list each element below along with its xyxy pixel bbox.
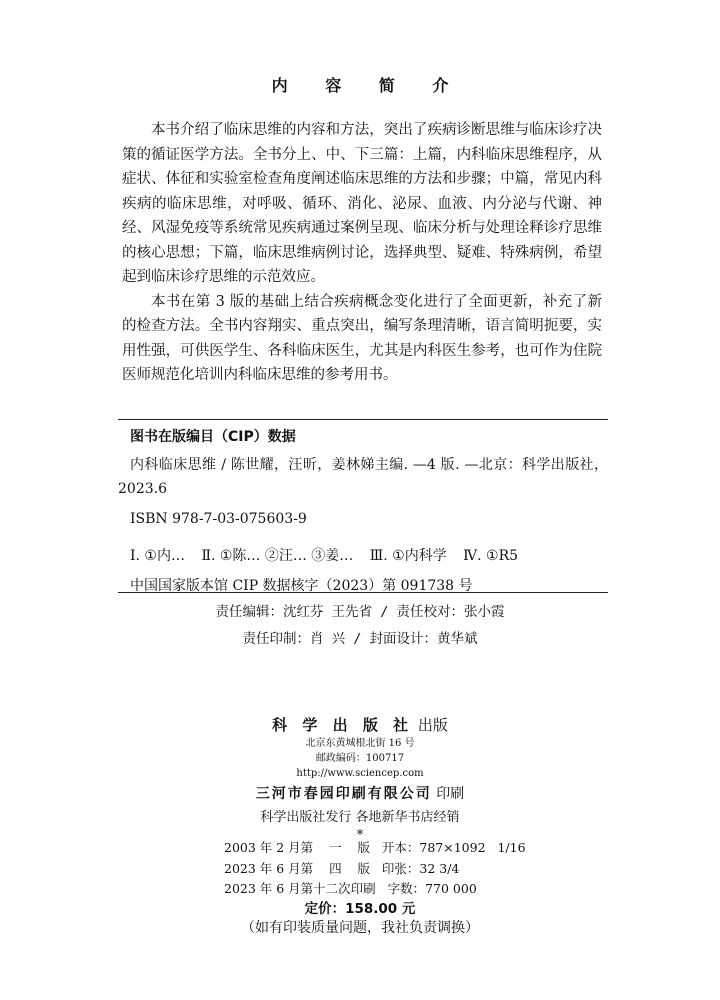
distribution-line: 科学出版社发行 各地新华书店经销 (260, 810, 460, 825)
intro-paragraph-2: 本书在第 3 版的基础上结合疾病概念变化进行了全面更新，补充了新的检查方法。全书内容翔实、重点突出，编写条理清晰，语言简明扼要，实用性强，可供医学生、各科临床医生，尤其是内科医生参考，也可作为住院医师规范化培训内科临床思维的参考用书。 (122, 293, 602, 383)
imprint-line: 2003 年 2 月第 一 版 开本：787×1092 1/16 (224, 840, 526, 855)
cip-isbn: ISBN 978-7-03-075603-9 (130, 511, 307, 527)
quality-notice: （如有印装质量问题，我社负责调换） (241, 920, 479, 936)
cip-class-item: Ⅰ. ①内… (130, 548, 185, 564)
page-title: 内 容 简 介 (271, 76, 465, 95)
publisher-role: 出版 (417, 716, 448, 734)
publisher-block (0, 714, 720, 843)
imprint-line: 2023 年 6 月第十二次印刷 字数：770 000 (224, 881, 477, 896)
cip-class-item: Ⅳ. ①R5 (463, 548, 519, 564)
intro-paragraph-1: 本书介绍了临床思维的内容和方法，突出了疾病诊断思维与临床诊疗决策的循证医学方法。全书分上、中、下三篇：上篇，内科临床思维程序，从症状、体征和实验室检查角度阐述临床思维的方法和步骤；中篇，常见内科疾病的临床思维，对呼吸、循环、消化、泌尿、血液、内分泌与代谢、神经、风湿免疫等系统常见疾病通过案例呈现、临床分析与处理诠释诊疗思维的核心思想；下篇，临床思维病例讨论，选择典型、疑难、特殊病例，希望起到临床诊疗思维的示范效应。 (122, 122, 602, 285)
separator-star: * (356, 828, 364, 843)
cip-class-item: Ⅲ. ①内科学 (369, 548, 447, 564)
cip-main-entry: 内科临床思维 / 陈世耀，汪昕，姜林娣主编. —4 版. —北京：科学出版社，2023.6 (118, 457, 608, 497)
publisher-address: 北京东黄城根北街 16 号 (305, 738, 415, 749)
cip-class-item: Ⅱ. ①陈… ②汪… ③姜… (201, 548, 354, 564)
imprint-line: 2023 年 6 月第 四 版 印张：32 3/4 (224, 860, 460, 876)
publisher-postcode: 邮政编码：100717 (315, 753, 405, 764)
cip-bottom-divider (118, 592, 608, 593)
cip-heading: 图书在版编目（CIP）数据 (130, 429, 296, 445)
publisher-website: http://www.sciencep.com (296, 768, 424, 779)
cip-classification (130, 544, 608, 568)
staff-production: 责任印制：肖 兴 / 封面设计：黄华斌 (242, 631, 478, 647)
intro-section (122, 118, 602, 388)
printer-name: 三河市春园印刷有限公司 (255, 786, 432, 802)
cip-block (118, 425, 608, 598)
printer-role: 印刷 (436, 786, 465, 802)
price: 定价：158.00 元 (304, 901, 416, 917)
staff-editors: 责任编辑：沈红芬 王先省 / 责任校对：张小霞 (215, 604, 505, 620)
imprint-block (224, 838, 526, 900)
cip-top-divider (118, 419, 608, 420)
publisher-line (0, 714, 720, 736)
printer-line (0, 783, 720, 805)
cip-check-number: 中国国家版本馆 CIP 数据核字（2023）第 091738 号 (130, 578, 473, 594)
publisher-name: 科 学 出 版 社 (272, 716, 414, 734)
